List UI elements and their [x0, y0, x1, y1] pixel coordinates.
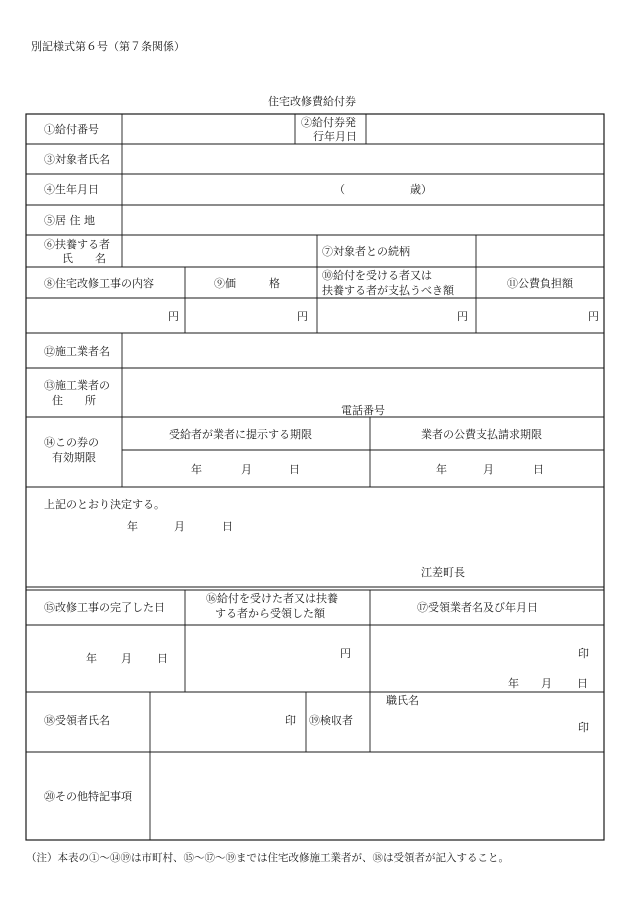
label-juryo-2: する者から受領した額	[215, 607, 325, 620]
label-shiharau-2: 扶養する者が支払うべき額	[322, 284, 454, 297]
date-tsuki: 月	[541, 677, 552, 690]
label-kenshu: ⑲検収者	[309, 714, 353, 727]
label-juryo-gyosha: ⑰受領業者名及び年月日	[417, 601, 538, 614]
date-hi: 日	[222, 520, 233, 533]
date-nen: 年	[127, 520, 138, 533]
label-gyosha-mei: ⑫施工業者名	[44, 345, 110, 358]
yen-shiharau: 円	[457, 310, 468, 323]
label-kettei: 上記のとおり決定する。	[44, 498, 165, 511]
yen-naiyo: 円	[168, 310, 179, 323]
label-seinengappi: ④生年月日	[44, 183, 99, 196]
label-kigen-1: ⑭この券の	[44, 436, 99, 449]
date-nen: 年	[191, 463, 202, 476]
date-hi: 日	[577, 677, 588, 690]
label-jukyusha: ⑱受領者氏名	[44, 714, 110, 727]
label-fuyo-2: 氏 名	[62, 252, 106, 265]
label-zokugara: ⑦対象者との続柄	[322, 245, 410, 258]
label-shimei: ③対象者氏名	[44, 153, 110, 166]
label-kakaku: ⑨価 格	[214, 277, 280, 290]
label-juryo-1: ⑯給付を受けた者又は扶養	[206, 592, 338, 605]
seal-mark: 印	[578, 721, 589, 734]
date-hi: 日	[289, 463, 300, 476]
label-kigen-2: 有効期限	[52, 451, 96, 464]
label-fuyo-1: ⑥扶養する者	[44, 238, 110, 251]
label-gyosha-addr-1: ⑬施工業者の	[44, 379, 110, 392]
label-gyosha-addr-2: 住 所	[52, 394, 96, 407]
label-shiharau-1: ⑩給付を受ける者又は	[322, 269, 432, 282]
date-hi: 日	[157, 652, 168, 665]
label-shoku: 職氏名	[386, 694, 419, 707]
label-kyojuchi: ⑤居 住 地	[44, 214, 95, 227]
label-denwa: 電話番号	[341, 404, 385, 417]
seal-mark: 印	[578, 647, 589, 660]
date-nen: 年	[436, 463, 447, 476]
date-tsuki: 月	[483, 463, 494, 476]
age-close: 歳）	[410, 183, 432, 196]
age-open: （	[334, 183, 345, 196]
label-kyufu-bango: ①給付番号	[44, 123, 99, 136]
page-title: 住宅改修費給付券	[268, 95, 356, 108]
label-tokki: ⑳その他特記事項	[44, 790, 132, 803]
form-id: 別記様式第６号（第７条関係）	[31, 40, 185, 53]
label-chocho: 江差町長	[421, 566, 465, 579]
yen-kohi: 円	[588, 310, 599, 323]
footer-note: （注）本表の①～⑭⑲は市町村、⑮～⑰～⑲までは住宅改修施工業者が、⑱は受領者が記入すること。	[26, 852, 509, 864]
label-naiyo: ⑧住宅改修工事の内容	[44, 277, 154, 290]
yen-juryo: 円	[340, 647, 351, 660]
yen-kakaku: 円	[297, 310, 308, 323]
label-kanryo: ⑮改修工事の完了した日	[44, 601, 165, 614]
date-nen: 年	[508, 677, 519, 690]
seal-mark: 印	[285, 714, 296, 727]
label-hakko-1: ②給付券発	[301, 116, 356, 129]
label-seikyu-kigen: 業者の公費支払請求期限	[421, 428, 542, 441]
date-nen: 年	[86, 652, 97, 665]
label-hakko-2: 行年月日	[313, 130, 357, 143]
date-hi: 日	[533, 463, 544, 476]
label-kohi: ⑪公費負担額	[507, 277, 573, 290]
date-tsuki: 月	[174, 520, 185, 533]
date-tsuki: 月	[241, 463, 252, 476]
date-tsuki: 月	[121, 652, 132, 665]
label-teiji-kigen: 受給者が業者に提示する期限	[169, 428, 312, 441]
